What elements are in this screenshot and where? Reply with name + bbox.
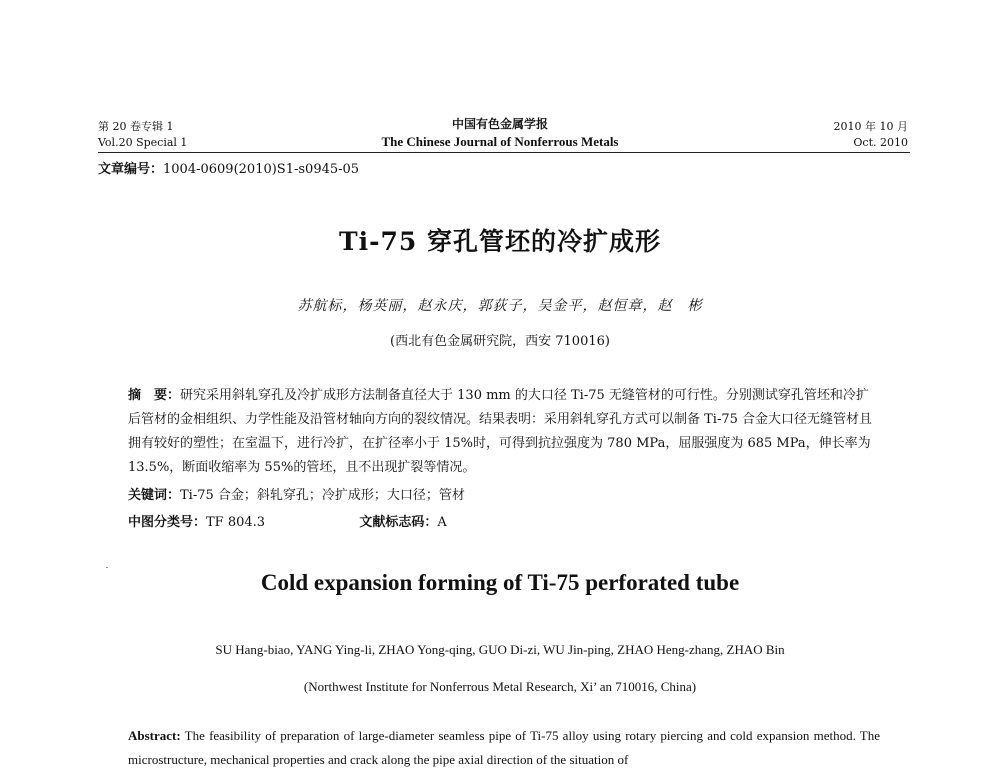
title-en: Cold expansion forming of Ti-75 perforated tube: [260, 570, 740, 595]
title-cn: Ti-75 穿孔管坯的冷扩成形: [339, 227, 661, 256]
affiliation-cn: (西北有色金属研究院，西安 710016): [390, 334, 610, 349]
article-number: [98, 158, 359, 177]
journal-name-cn: 中国有色金属学报: [451, 117, 548, 131]
header-rule: [98, 152, 910, 153]
keywords-text: Ti-75 合金；斜轧穿孔；冷扩成形；大口径；管材: [180, 488, 465, 503]
clc-label: 中图分类号：: [128, 515, 207, 530]
keywords-label: 关键词：: [128, 488, 181, 503]
issue-date-cn: 2010 年 10 月: [833, 120, 908, 133]
abstract-cn-label: 摘 要：: [128, 388, 181, 403]
journal-name-en: The Chinese Journal of Nonferrous Metals: [381, 134, 619, 149]
doc-code-label: 文献标志码：: [359, 515, 438, 530]
abstract-cn: [128, 384, 880, 480]
authors-cn: 苏航标，杨英丽，赵永庆，郭荻子，吴金平，赵恒章，赵 彬: [297, 298, 703, 314]
keywords-cn: [128, 484, 465, 503]
clc-value: TF 804.3: [206, 515, 266, 530]
abstract-en-text: The feasibility of preparation of large-diameter seamless pipe of Ti-75 alloy using rotary piercing and cold expansion method. The microstructure, mechanical properties and crack along the pipe axial direction of the situation of: [128, 728, 881, 767]
volume-cn: 第 20 卷专辑 1: [98, 120, 174, 133]
article-number-value: 1004-0609(2010)S1-s0945-05: [163, 162, 360, 177]
volume-en: Vol.20 Special 1: [98, 136, 188, 149]
article-number-label: 文章编号：: [98, 162, 164, 177]
doc-code-value: A: [437, 515, 447, 530]
scan-speck: [106, 567, 108, 568]
classification-line: [128, 511, 447, 530]
authors-en: SU Hang-biao, YANG Ying-li, ZHAO Yong-qing, GUO Di-zi, WU Jin-ping, ZHAO Heng-zhang, ZHAO Bin: [215, 642, 785, 657]
abstract-cn-text: 研究采用斜轧穿孔及冷扩成形方法制备直径大于 130 mm 的大口径 Ti-75 无缝管材的可行性。分别测试穿孔管坯和冷扩后管材的金相组织、力学性能及沿管材轴向方向的裂纹情况。结果表明：采用斜轧穿孔方式可以制备 Ti-75 合金大口径无缝管材且拥有较好的塑性；在室温下，进行冷扩，在扩径率小于 15%时，可得到抗拉强度为 780 MPa，屈服强度为 685 MPa，伸长率为 13.5%，断面收缩率为 55%的管坯，且不出现扩裂等情况。: [128, 388, 873, 475]
affiliation-en: (Northwest Institute for Nonferrous Metal Research, Xi’ an 710016, China): [303, 679, 697, 694]
issue-date-en: Oct. 2010: [853, 136, 908, 149]
abstract-en: [128, 724, 880, 772]
abstract-en-label: Abstract:: [128, 728, 181, 743]
